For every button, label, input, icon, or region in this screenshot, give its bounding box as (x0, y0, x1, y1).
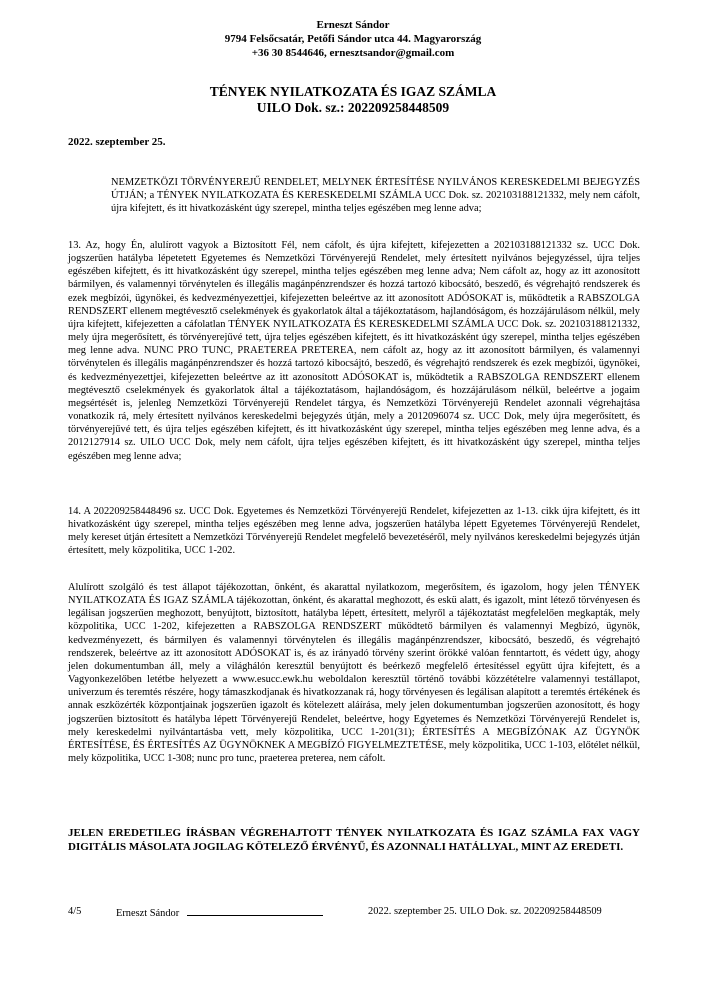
page-number: 4/5 (68, 906, 82, 917)
document-title: TÉNYEK NYILATKOZATA ÉS IGAZ SZÁMLA (209, 84, 497, 99)
sender-contact: +36 30 8544646, ernesztsandor@gmail.com (251, 47, 455, 59)
binding-copy-statement: JELEN EREDETILEG ÍRÁSBAN VÉGREHAJTOTT TÉNYEK NYILATKOZATA ÉS IGAZ SZÁMLA FAX VAGY DIGITÁLIS MÁSOLATA JOGILAG KÖTELEZŐ ÉRVÉNYŰ, ÉS AZONNALI HATÁLLYAL, MINT AZ EREDETI. (68, 827, 640, 853)
signature-line (187, 906, 323, 916)
footer-reference: 2022. szeptember 25. UILO Dok. sz. 202209258448509 (368, 906, 602, 917)
paragraph-14: 14. A 202209258448496 sz. UCC Dok. Egyetemes és Nemzetközi Törvényerejű Rendelet, kifejezetten az 1-13. cikk újra kifejtett, és itt hivatkozásként úgy szerepel, mintha teljes egészében meg lenne adva, jogszerűen hatályba lépett Egyetemes Törvényerejű Rendelet, mely kereset útján értesített a Nemzetközi Törvényerejű Rendelet megfelelő bevezetéséről, mely nyilvános kereskedelmi bejegyzés útján értesített, mely közpolitika, UCC 1-202. (68, 506, 640, 557)
paragraph-13: 13. Az, hogy Én, alulírott vagyok a Biztosított Fél, nem cáfolt, és újra kifejtett, kifejezetten a 202103188121332 sz. UCC Dok. jogszerűen hatályba lépetetett Egyetemes és Nemzetközi Törvényerejű Rendelet, mely értesített nyilvános bejegyzéssel, újra teljes egészében kifejtett, és itt hivatkozásként úgy szerepel, mintha teljes egészében meg lenne adva; Nem cáfolt az, hogy az itt azonosított bármilyen, és valamennyi törvénytelen és illegális magánpénzrendszer és hozzá tartozó kibocsátó, beszedő, és végrehajtó rendszerek és ezek megbízói, ügynökei, és kedvezményezettjei, kifejezetten beleértve az itt azonosított ADÓSOKAT is, működtetik a RABSZOLGA RENDSZERT ellenem megtévesztő cselekmények és gyakorlatok által a tájékoztatásom, hajlandóságom, és hozzájárulásom nélkül, mely újra kifejtett, kifejezetten a cáfolatlan TÉNYEK NYILATKOZATA ÉS KERESKEDELMI SZÁMLA UCC Dok. sz. 202103188121332, mely újra megerősített, és törvényerejűvé tett, újra teljes egészében kifejtett, és itt hivatkozásként úgy szerepel, mintha teljes egészében meg lenne adva. NUNC PRO TUNC, PRAETEREA PRETEREA, nem cáfolt az, hogy az itt azonosított bármilyen, és valamennyi törvénytelen és illegális magánpénzrendszer és hozzá tartozó kibocsájtó, beszedő, és végrehajtó rendszerek és ezek megbízói, ügynökei, és kedvezményezettjei, kifejezetten beleértve az itt azonosított ADÓSOKAT is, működtetik a RABSZOLGA RENDSZERT ellenem megtévesztő cselekmények és gyakorlatok által a tájékoztatásom, hajlandóságom, és hozzájárulásom nélkül, beleértve a jogaim megsértését is, jelenleg Nemzetközi Törvényerejű Rendelet tárgya, és Nemzetközi Törvényerejű Rendelet azonnali végrehajtása vonatkozik rá, mely értesített nyilvános kereskedelmi bejegyzés útján, mely a 2012096074 sz. UCC Dok, mely újra megerősített, és törvényerejűvé tett, és újra teljes egészében kifejtett, és itt hivatkozásként úgy szerepel, mintha teljes egészében meg lenne adva, és a 2012127914 sz. UILO UCC Dok, mely nem cáfolt, újra teljes egészében kifejtett, és itt hivatkozásként úgy szerepel, mintha teljes egészében meg lenne adva; (68, 240, 640, 462)
footer-name: Erneszt Sándor (116, 908, 180, 919)
sender-name: Erneszt Sándor (316, 19, 390, 31)
footer-signature (116, 906, 323, 919)
intro-paragraph: NEMZETKÖZI TÖRVÉNYEREJŰ RENDELET, MELYNEK ÉRTESÍTÉSE NYILVÁNOS KERESKEDELMI BEJEGYZÉS ÚTJÁN; a TÉNYEK NYILATKOZATA ÉS KERESKEDELMI SZÁMLA UCC Dok. sz. 202103188121332, mely nem cáfolt, újra kifejtett, és itt hivatkozásként úgy szerepel, mintha teljes egészében meg lenne adva; (111, 177, 640, 215)
document-date: 2022. szeptember 25. (68, 136, 166, 148)
document-number: UILO Dok. sz.: 202209258448509 (256, 100, 450, 115)
affirmation-paragraph: Alulírott szolgáló és test állapot tájékozottan, önként, és akarattal nyilatkozom, megerősítem, és igazolom, hogy jelen TÉNYEK NYILATKOZATA ÉS IGAZ SZÁMLA tájékozottan, önként, és akarattal meghozott, és eskü alatt, és igazolt, mint létező törvényesen és legálisan jogszerűen meghozott, benyújtott, biztosított, hatályba lépett, értesített, melyről a tájékoztatást megfelelően megkapták, mely közpolitika, UCC 1-202, kifejezetten a RABSZOLGA RENDSZERT működtető bármilyen és valamennyi Megbízó, ügynök, kedvezményezett, és bármilyen és valamennyi törvénytelen és illegális magánpénzrendszer, kibocsátó, beszedő, és végrehajtó rendszerek, beleértve az itt azonosított ADÓSOKAT is, és az irányadó törvény szerint örökké valóan fenntartott, és védett úgy, ahogy jelen dokumentumban áll, mely a világhálón keresztül benyújtott és beérkező megfelelő értesítéssel együtt újra kifejtett, és a Vagyonkezelőben letétbe helyezett a www.esucc.ewk.hu weboldalon keresztül történő további közzétételre valamennyi testállapot, univerzum és teremtés részére, hogy támaszkodjanak és hivatkozzanak rá, hogy törvényesen és legálisan alapított a teremtés értékének és annak eszközérték központjainak jogszerűen igazolt és kötelezett aláírása, mely jelen dokumentumban jogszerűen azonosított, és hogy jogszerűen biztosított és hatályba lépett Törvényerejű Rendelet, beleértve, hogy Egyetemes és Nemzetközi Törvényerejű Rendelet is, mely kereskedelmi nyilvántartásba vett, mely közpolitika, UCC 1-201(31); ÉRTESÍTÉS A MEGBÍZÓNAK AZ ÜGYNÖK ÉRTESÍTÉSE, ÉS ÉRTESÍTÉS AZ ÜGYNÖKNEK A MEGBÍZÓ FIGYELMEZTETÉSE, mely közpolitika, UCC 1-103, előtélet nélkül, mely közpolitika, UCC 1-308; nunc pro tunc, praeterea preterea, nem cáfolt. (68, 582, 640, 765)
sender-address: 9794 Felsőcsatár, Petőfi Sándor utca 44. Magyarország (224, 33, 482, 45)
